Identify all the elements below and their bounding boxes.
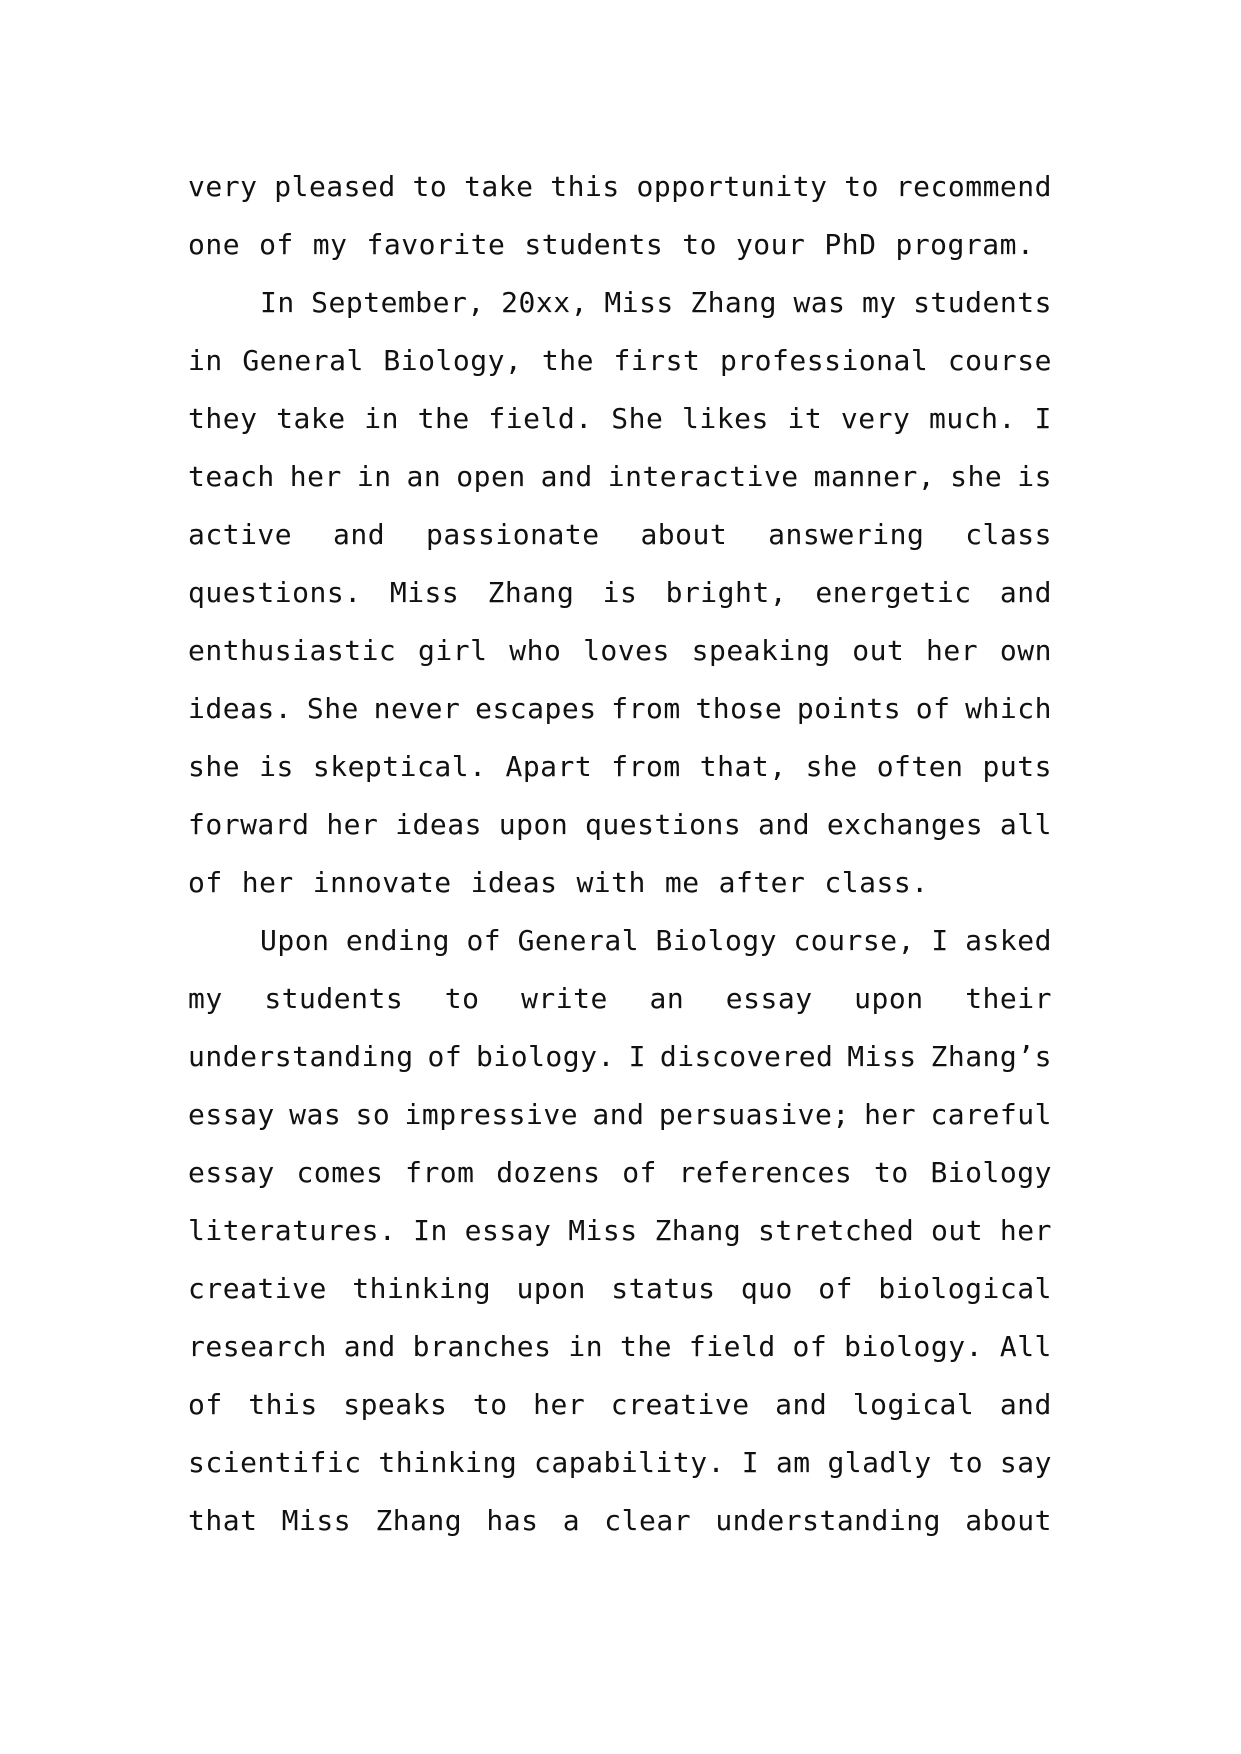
text-word: girl	[418, 634, 488, 667]
text-word: likes	[682, 402, 769, 435]
text-word: was	[793, 286, 846, 319]
text-word: field.	[488, 402, 593, 435]
text-word: field	[688, 1330, 776, 1363]
text-word: me	[664, 866, 700, 899]
text-word: creative	[610, 1388, 750, 1421]
text-word: my	[312, 228, 348, 261]
text-word: literatures.	[188, 1214, 397, 1247]
text-line	[188, 1260, 1052, 1318]
text-line	[188, 1434, 1052, 1492]
text-word: from	[611, 692, 681, 725]
text-word: her	[999, 1214, 1052, 1247]
text-word: very	[840, 402, 911, 435]
text-word: the	[417, 402, 470, 435]
text-word: who	[509, 634, 562, 667]
text-word: from	[611, 750, 681, 783]
text-line	[188, 274, 1052, 332]
text-line	[188, 854, 1052, 912]
text-word: creative	[188, 1272, 327, 1305]
text-word: pleased	[274, 170, 396, 203]
text-word: references	[678, 1156, 853, 1189]
text-word: skeptical.	[312, 750, 487, 783]
text-word: Zhang’s	[930, 1040, 1052, 1073]
text-word: of	[792, 1330, 828, 1363]
text-word: take	[464, 170, 534, 203]
text-word: very	[188, 170, 258, 203]
text-word: opportunity	[636, 170, 828, 203]
text-line	[188, 448, 1052, 506]
text-line	[188, 680, 1052, 738]
text-word: and	[592, 1098, 645, 1131]
text-line	[188, 332, 1052, 390]
text-line	[188, 564, 1052, 622]
text-word: and	[775, 1388, 828, 1421]
text-word: she	[950, 460, 1003, 493]
text-word: is	[1017, 460, 1052, 493]
text-word: Zhang	[690, 286, 778, 319]
text-word: say	[999, 1446, 1052, 1479]
text-word: passionate	[425, 518, 600, 551]
text-line	[188, 1028, 1052, 1086]
text-word: research	[188, 1330, 327, 1363]
text-word: and	[540, 460, 593, 493]
text-word: General	[517, 924, 640, 957]
text-word: comes	[296, 1156, 384, 1189]
text-word: I	[931, 924, 949, 957]
text-word: essay	[725, 982, 813, 1015]
text-word: enthusiastic	[188, 634, 397, 667]
text-word: they	[188, 402, 258, 435]
text-word: Zhang	[375, 1504, 463, 1537]
text-word: to	[412, 170, 448, 203]
text-word: in	[364, 402, 399, 435]
text-word: I	[741, 1446, 760, 1479]
text-word: in	[568, 1330, 604, 1363]
text-word: this	[550, 170, 620, 203]
text-word: speaks	[343, 1388, 448, 1421]
text-word: about	[965, 1504, 1052, 1537]
text-line	[188, 1144, 1052, 1202]
text-word: questions.	[188, 576, 362, 609]
text-word: biology.	[476, 1040, 615, 1073]
text-line	[188, 1086, 1052, 1144]
text-word: program.	[895, 228, 1035, 261]
text-word: upon	[516, 1272, 586, 1305]
text-word: is	[602, 576, 638, 609]
text-line	[188, 390, 1052, 448]
text-line	[188, 796, 1052, 854]
text-word: Miss	[568, 1214, 638, 1247]
text-line	[188, 622, 1052, 680]
text-word: was	[289, 1098, 342, 1131]
text-word: your	[735, 228, 806, 261]
text-word: essay	[464, 1214, 552, 1247]
text-word: of	[915, 692, 951, 725]
text-line	[188, 912, 1052, 970]
text-word: scientific	[188, 1446, 362, 1479]
text-word: PhD	[824, 228, 877, 261]
text-word: Miss	[847, 1040, 917, 1073]
text-word: of	[188, 866, 223, 899]
text-word: Zhang	[487, 576, 575, 609]
text-line	[188, 738, 1052, 796]
text-word: her	[326, 808, 379, 841]
text-word: thinking	[378, 1446, 518, 1479]
text-word: this	[248, 1388, 318, 1421]
text-word: understanding	[188, 1040, 414, 1073]
text-word: from	[405, 1156, 475, 1189]
text-word: innovate	[312, 866, 452, 899]
text-word: students	[264, 982, 404, 1015]
text-word: status	[611, 1272, 716, 1305]
text-word: active	[188, 518, 293, 551]
text-word: recommend	[895, 170, 1052, 203]
text-word: Miss	[604, 286, 674, 319]
text-word: has	[486, 1504, 539, 1537]
text-word: open	[456, 460, 526, 493]
text-word: in	[188, 344, 223, 377]
text-word: to	[873, 1156, 909, 1189]
text-word: She	[306, 692, 359, 725]
text-word: I	[628, 1040, 647, 1073]
text-word: asked	[965, 924, 1052, 957]
text-word: Miss	[281, 1504, 352, 1537]
text-word: those	[695, 692, 783, 725]
text-word: that	[188, 1504, 258, 1537]
text-word: it	[787, 402, 823, 435]
text-word: stretched	[758, 1214, 915, 1247]
text-word: to	[948, 1446, 984, 1479]
text-word: Zhang	[654, 1214, 742, 1247]
text-word: a	[562, 1504, 581, 1537]
letter-body	[188, 158, 1052, 1550]
text-word: 20xx,	[501, 286, 588, 319]
text-word: Upon	[260, 924, 330, 957]
text-word: course,	[793, 924, 915, 957]
text-word: questions	[585, 808, 742, 841]
text-word: impressive	[404, 1098, 579, 1131]
text-word: escapes	[475, 692, 597, 725]
text-line	[188, 216, 1052, 274]
text-word: interactive	[607, 460, 799, 493]
text-word: their	[965, 982, 1052, 1015]
text-word: upon	[854, 982, 924, 1015]
text-word: biological	[878, 1272, 1052, 1305]
text-word: her	[533, 1388, 586, 1421]
text-word: her	[864, 1098, 917, 1131]
text-word: and	[758, 808, 811, 841]
text-word: understanding	[715, 1504, 941, 1537]
text-word: Miss	[389, 576, 460, 609]
text-word: logical	[852, 1388, 975, 1421]
text-word: write	[521, 982, 608, 1015]
text-word: favorite	[366, 228, 506, 261]
text-word: loves	[583, 634, 670, 667]
text-word: her	[289, 460, 342, 493]
text-line	[188, 158, 1052, 216]
text-word: out	[852, 634, 905, 667]
text-word: and	[343, 1330, 396, 1363]
text-word: which	[965, 692, 1052, 725]
text-word: never	[373, 692, 461, 725]
text-word: of	[466, 924, 502, 957]
text-word: and	[333, 518, 386, 551]
text-word: my	[861, 286, 897, 319]
text-word: Apart	[505, 750, 593, 783]
text-word: ending	[345, 924, 451, 957]
text-word: to	[472, 1388, 508, 1421]
text-word: take	[276, 402, 346, 435]
text-word: the	[541, 344, 594, 377]
text-word: of	[622, 1156, 657, 1189]
text-word: about	[640, 518, 728, 551]
text-word: much.	[929, 402, 1016, 435]
text-word: that,	[699, 750, 787, 783]
text-word: class.	[824, 866, 929, 899]
text-word: ideas	[470, 866, 558, 899]
text-word: she	[805, 750, 858, 783]
text-word: puts	[982, 750, 1052, 783]
text-word: and	[999, 576, 1052, 609]
text-word: September,	[311, 286, 485, 319]
text-word: to	[682, 228, 717, 261]
text-word: essay	[188, 1156, 275, 1189]
text-word: essay	[188, 1098, 275, 1131]
text-word: bright,	[665, 576, 788, 609]
text-word: of	[188, 1388, 223, 1421]
text-word: Biology,	[383, 344, 523, 377]
text-word: exchanges	[826, 808, 984, 841]
text-word: her	[926, 634, 979, 667]
text-word: biology.	[844, 1330, 983, 1363]
text-line	[188, 970, 1052, 1028]
text-word: I	[1034, 402, 1052, 435]
text-word: the	[619, 1330, 673, 1363]
text-word: class	[965, 518, 1052, 551]
text-word: dozens	[496, 1156, 601, 1189]
text-word: Biology	[655, 924, 778, 957]
text-word: In	[413, 1214, 448, 1247]
text-word: out	[931, 1214, 984, 1247]
text-word: persuasive;	[658, 1098, 850, 1131]
text-word: quo	[740, 1272, 793, 1305]
text-line	[188, 1318, 1052, 1376]
text-word: manner,	[813, 460, 936, 493]
text-word: Biology	[930, 1156, 1052, 1189]
text-line	[188, 1376, 1052, 1434]
text-word: one	[188, 228, 241, 261]
text-word: often	[876, 750, 964, 783]
text-word: thinking	[352, 1272, 492, 1305]
text-word: students	[913, 286, 1052, 319]
text-word: to	[444, 982, 480, 1015]
text-word: capability.	[534, 1446, 725, 1479]
text-word: of	[818, 1272, 853, 1305]
text-line	[188, 1492, 1052, 1550]
text-word: discovered	[659, 1040, 834, 1073]
text-word: answering	[768, 518, 925, 551]
text-word: with	[576, 866, 646, 899]
text-word: own	[999, 634, 1052, 667]
text-word: teach	[188, 460, 275, 493]
text-word: students	[524, 228, 664, 261]
text-word: upon	[498, 808, 569, 841]
text-word: to	[844, 170, 879, 203]
text-word: ideas	[395, 808, 482, 841]
text-word: she	[188, 750, 241, 783]
text-word: gladly	[827, 1446, 932, 1479]
text-word: energetic	[815, 576, 972, 609]
text-word: of	[259, 228, 294, 261]
text-word: first	[613, 344, 701, 377]
text-word: is	[259, 750, 294, 783]
text-word: an	[406, 460, 442, 493]
text-word: All	[999, 1330, 1052, 1363]
text-line	[188, 506, 1052, 564]
text-word: so	[355, 1098, 391, 1131]
text-word: all	[999, 808, 1052, 841]
text-word: careful	[930, 1098, 1052, 1131]
text-word: points	[796, 692, 902, 725]
text-word: my	[188, 982, 223, 1015]
text-word: In	[260, 286, 295, 319]
text-word: an	[649, 982, 685, 1015]
text-word: and	[999, 1388, 1052, 1421]
text-word: after	[718, 866, 806, 899]
text-word: speaking	[691, 634, 831, 667]
text-word: course	[947, 344, 1052, 377]
text-word: of	[427, 1040, 463, 1073]
text-word: her	[241, 866, 294, 899]
text-word: branches	[412, 1330, 552, 1363]
text-word: professional	[719, 344, 929, 377]
text-word: am	[775, 1446, 811, 1479]
text-word: She	[611, 402, 664, 435]
text-word: in	[356, 460, 392, 493]
text-word: ideas.	[188, 692, 293, 725]
text-word: clear	[604, 1504, 692, 1537]
text-word: General	[242, 344, 364, 377]
text-line	[188, 1202, 1052, 1260]
text-word: forward	[188, 808, 310, 841]
